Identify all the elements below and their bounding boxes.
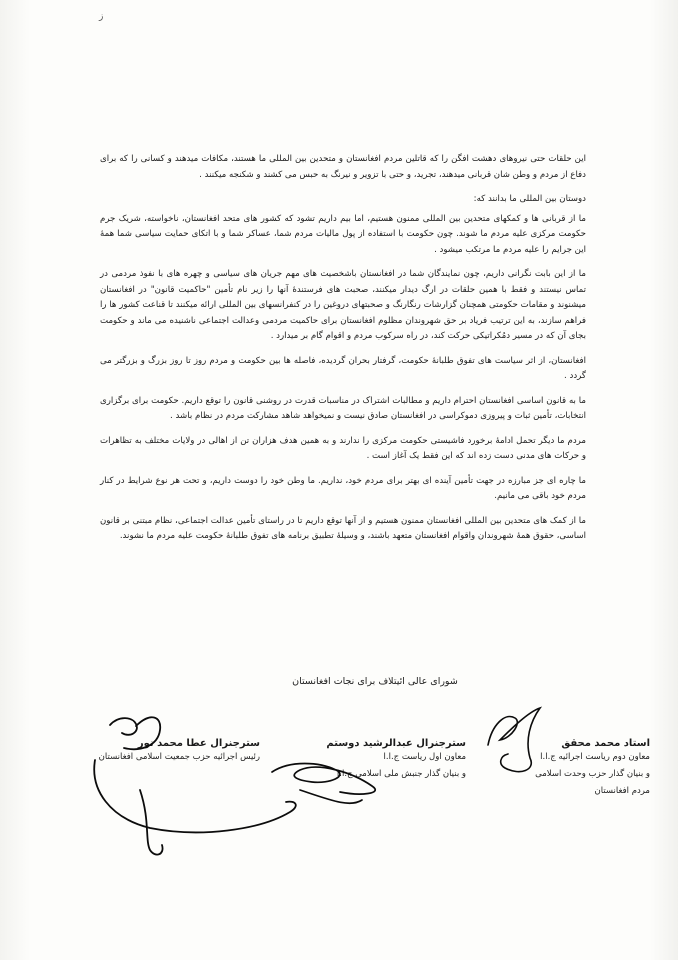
paragraph-2: دوستان بین المللی ما بدانند که: — [473, 194, 586, 204]
paragraph-6: ما به قانون اساسی افغانستان احترام داریم و مطالبات اشتراک در مناسبات قدرت در روشنی قانون را توقع داریم. حکومت برای برگزاری انتخابات، تأمین ثبات و پیروزی دموکراسی در افغانستان صادق نیست و نمیخواهد شاهد مشارکت مردم در نظام باشد . — [100, 395, 586, 421]
corner-mark: ز — [99, 12, 104, 22]
paragraph-1: این حلقات حتی نیروهای دهشت افگن را که قاتلین مردم افغانستان و متحدین بین المللی ما هستند، مکافات میدهند و کسانی را که برای دفاع از مردم و وطن شان قربانی میدهند، تجرید، و حتی با تزویر و نیرنگ به حبس می کشند و شکنجه میکنند . — [100, 154, 586, 180]
council-name: شورای عالی ائیتلاف برای نجات افغانستان — [292, 676, 458, 687]
signatory-title: رئیس اجرائیه حزب جمعیت اسلامی افغانستان — [98, 752, 260, 762]
signatory-title: معاون دوم ریاست اجرائیه ج.ا.ا — [540, 752, 650, 762]
paragraph-7: مردم ما دیگر تحمل ادامهٔ برخورد فاشیستی حکومت مرکزی را ندارند و به همین هدف هزاران تن از اهالی در ولایات مختلف به تظاهرات و حرکات های مدنی دست زده اند که این فقط یک آغاز است . — [100, 435, 586, 461]
signatory-noor — [80, 738, 260, 766]
signatory-mohaqiq — [520, 738, 650, 800]
signatory-dostum — [296, 738, 466, 783]
letter-body — [100, 152, 586, 554]
signatory-title: و بنیان گذار جنبش ملی اسلامی ج.ا.ا — [336, 769, 466, 779]
paragraph-5: افغانستان، از اثر سیاست های تفوق طلبانهٔ حکومت، گرفتار بحران گردیده، فاصله ها بین حکومت و مردم روز تا روز بزرگ و بزرگتر می گردد . — [100, 355, 586, 381]
paragraph-9: ما از کمک های متحدین بین المللی افغانستان ممنون هستیم و از آنها توقع داریم تا در راستای تأمین عدالت اجتماعی، نظام مبتنی بر قانون اساسی، حقوق همهٔ شهروندان واقوام افغانستان متعهد باشند، و وسیلهٔ تطبیق برنامه های تفوق طلبانهٔ حکومت علیه مردم ما نشوند. — [100, 515, 586, 541]
paragraph-8: ما چاره ای جز مبارزه در جهت تأمین آینده ای بهتر برای مردم خود، نداریم. ما وطن خود را دوست داریم، و تحت هر نوع شرایط در کنار مردم خود باقی می مانیم. — [100, 475, 586, 501]
signatory-name: استاد محمد محقق — [561, 738, 650, 749]
signatory-title: و بنیان گذار حزب وحدت اسلامی مردم افغانستان — [535, 769, 650, 796]
signatory-name: سترجنرال عبدالرشید دوستم — [326, 738, 466, 749]
paragraph-4: ما از این بابت نگرانی داریم، چون نمایندگان شما در افغانستان باشخصیت های مهم جریان های سیاسی و چهره های با نفوذ مردمی در تماس نیستند و فقط با همین حلقات در ارگ دیدار میکنند، صحبت های فرستندهٔ آنها را زیر نام تأمین "حاکمیت قانون" در افغانستان میشنوند و مقامات حکومتی همچنان گزارشات رنگارنگ و صحبتهای دروغین را در کنفرانسهای بین المللی ارائه میکنند تا قناعت کشور ها را فراهم سازند، به این ترتیب فریاد بر حق شهروندان مظلوم افغانستان برای حاکمیت مردمی وعدالت اجتماعی ناشنیده می ماند و حکومت بجای آن که در مسیر دمُکراتیکی حرکت کند، در راه سرکوب مردم و اقوام گام بر میدارد . — [100, 269, 586, 341]
signatory-title: معاون اول ریاست ج.ا.ا — [383, 752, 466, 762]
paragraph-3: ما از قربانی ها و کمکهای متحدین بین المللی ممنون هستیم، اما بیم داریم تشود که کشور های متحد افغانستان، ناخواسته، شریک جرم حکومت مرکزی علیه مردم ما شوند. چون حکومت با استفاده از پول مالیات مردم شما، عساکر شما و با اتکای حمایت سیاسی شما همهٔ این جرایم را علیه مردم ما مرتکب میشود . — [100, 213, 586, 255]
signatory-name: سترجنرال عطا محمد نور — [137, 738, 260, 749]
